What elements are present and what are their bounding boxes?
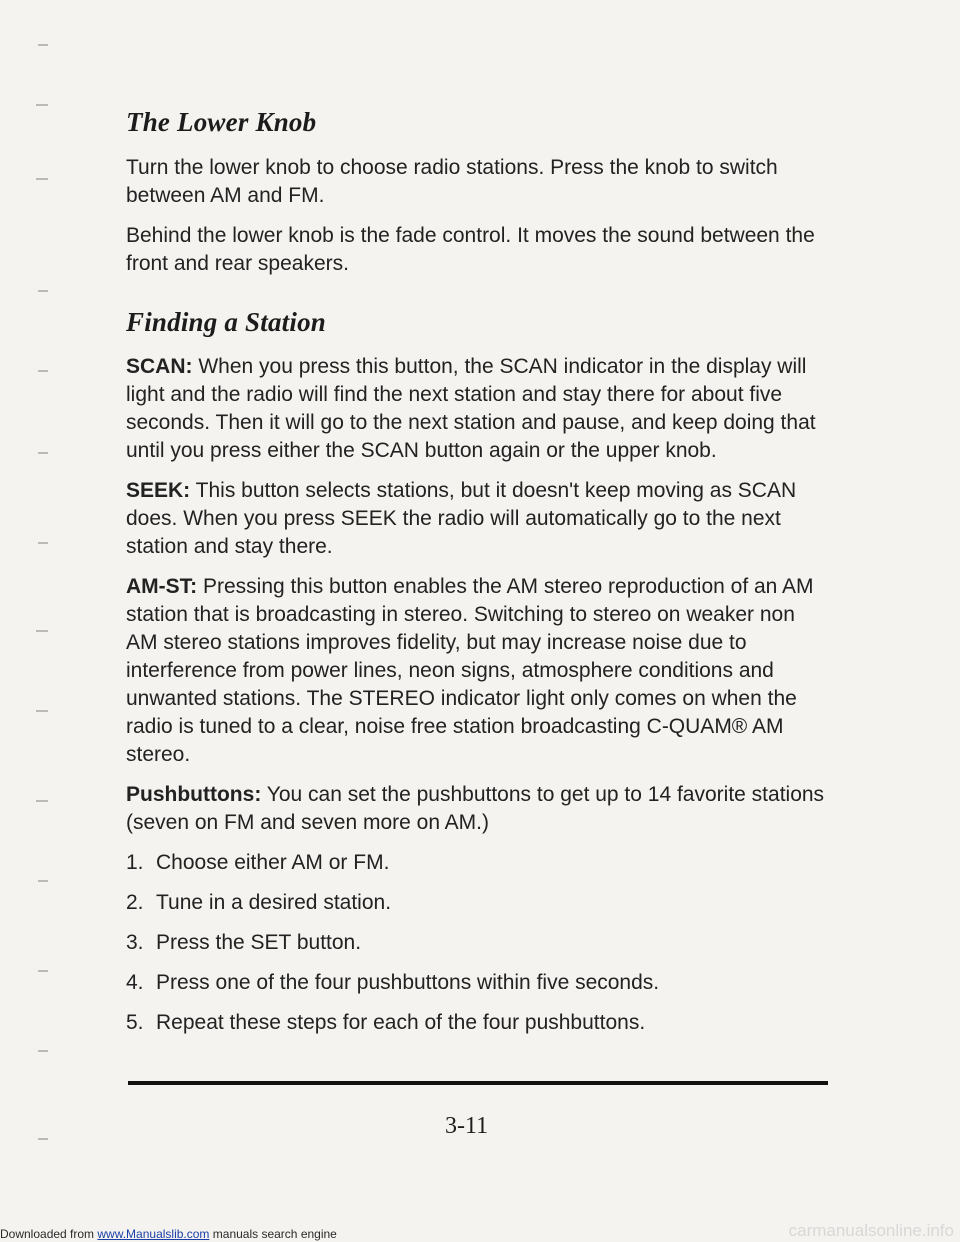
margin-tick [36,178,48,180]
list-item [126,849,826,877]
download-watermark [0,1227,337,1241]
entry-term: AM-ST: [126,575,198,599]
step-text: Tune in a desired station. [156,891,392,915]
list-item [126,969,826,997]
list-item [126,929,826,957]
list-item [126,889,826,917]
entry-term: SEEK: [126,479,191,503]
step-text: Press the SET button. [156,931,362,955]
margin-tick [38,452,48,454]
step-text: Choose either AM or FM. [156,851,390,875]
entry-text: You can set the pushbuttons to get up to 14 favorite stations (seven on FM and seven more on AM.) [126,783,825,835]
step-number: 3. [126,931,144,955]
list-item [126,1009,826,1037]
margin-tick [36,104,48,106]
entry-text: When you press this button, the SCAN indicator in the display will light and the radio will find the next station and stay there for about five seconds. Then it will go to the next station and pause, and keep doing that until you press either the SCAN button again or the upper knob. [126,355,816,463]
entry-seek [126,477,826,561]
entry-term: Pushbuttons: [126,783,262,807]
section-heading-finding-station: Finding a Station [126,306,326,337]
manualslib-link[interactable]: www.Manualslib.com [97,1227,210,1241]
margin-tick [38,880,48,882]
margin-tick [36,710,48,712]
watermark-prefix: Downloaded from [0,1227,98,1241]
main-content [126,108,826,1049]
margin-tick [38,370,48,372]
entry-am-st [126,573,826,769]
page-number: 3-11 [445,1113,489,1139]
site-watermark: carmanualsonline.info [788,1221,954,1240]
section-heading-lower-knob: The Lower Knob [126,107,317,137]
steps-list [126,849,826,1037]
entry-text: This button selects stations, but it doesn't keep moving as SCAN does. When you press SEEK the radio will automatically go to the next station and stay there. [126,479,797,559]
entry-term: SCAN: [126,355,193,379]
step-number: 4. [126,971,144,995]
margin-tick [36,630,48,632]
margin-tick [38,44,48,46]
step-text: Repeat these steps for each of the four pushbuttons. [156,1011,646,1035]
entry-pushbuttons [126,781,826,837]
margin-tick [38,542,48,544]
paragraph: Behind the lower knob is the fade control. It moves the sound between the front and rear speakers. [126,223,815,275]
step-number: 2. [126,891,144,915]
step-number: 1. [126,851,144,875]
step-number: 5. [126,1011,144,1035]
paragraph: Turn the lower knob to choose radio stations. Press the knob to switch between AM and FM. [126,155,778,207]
margin-tick [38,290,48,292]
step-text: Press one of the four pushbuttons within five seconds. [156,971,660,995]
margin-tick [38,970,48,972]
entry-scan [126,353,826,465]
footer-rule [128,1081,828,1085]
margin-tick [38,1050,48,1052]
entry-text: Pressing this button enables the AM stereo reproduction of an AM station that is broadcasting in stereo. Switching to stereo on weaker non AM stereo stations improves fidelity, but may increase noise due to interference from power lines, neon signs, atmosphere conditions and unwanted stations. The STEREO indicator light only comes on when the radio is tuned to a clear, noise free station broadcasting C-QUAM® AM stereo. [126,575,814,767]
margin-tick [38,1138,48,1140]
margin-tick [36,800,48,802]
watermark-suffix: manuals search engine [209,1227,337,1241]
margin-ticks [0,0,80,1242]
